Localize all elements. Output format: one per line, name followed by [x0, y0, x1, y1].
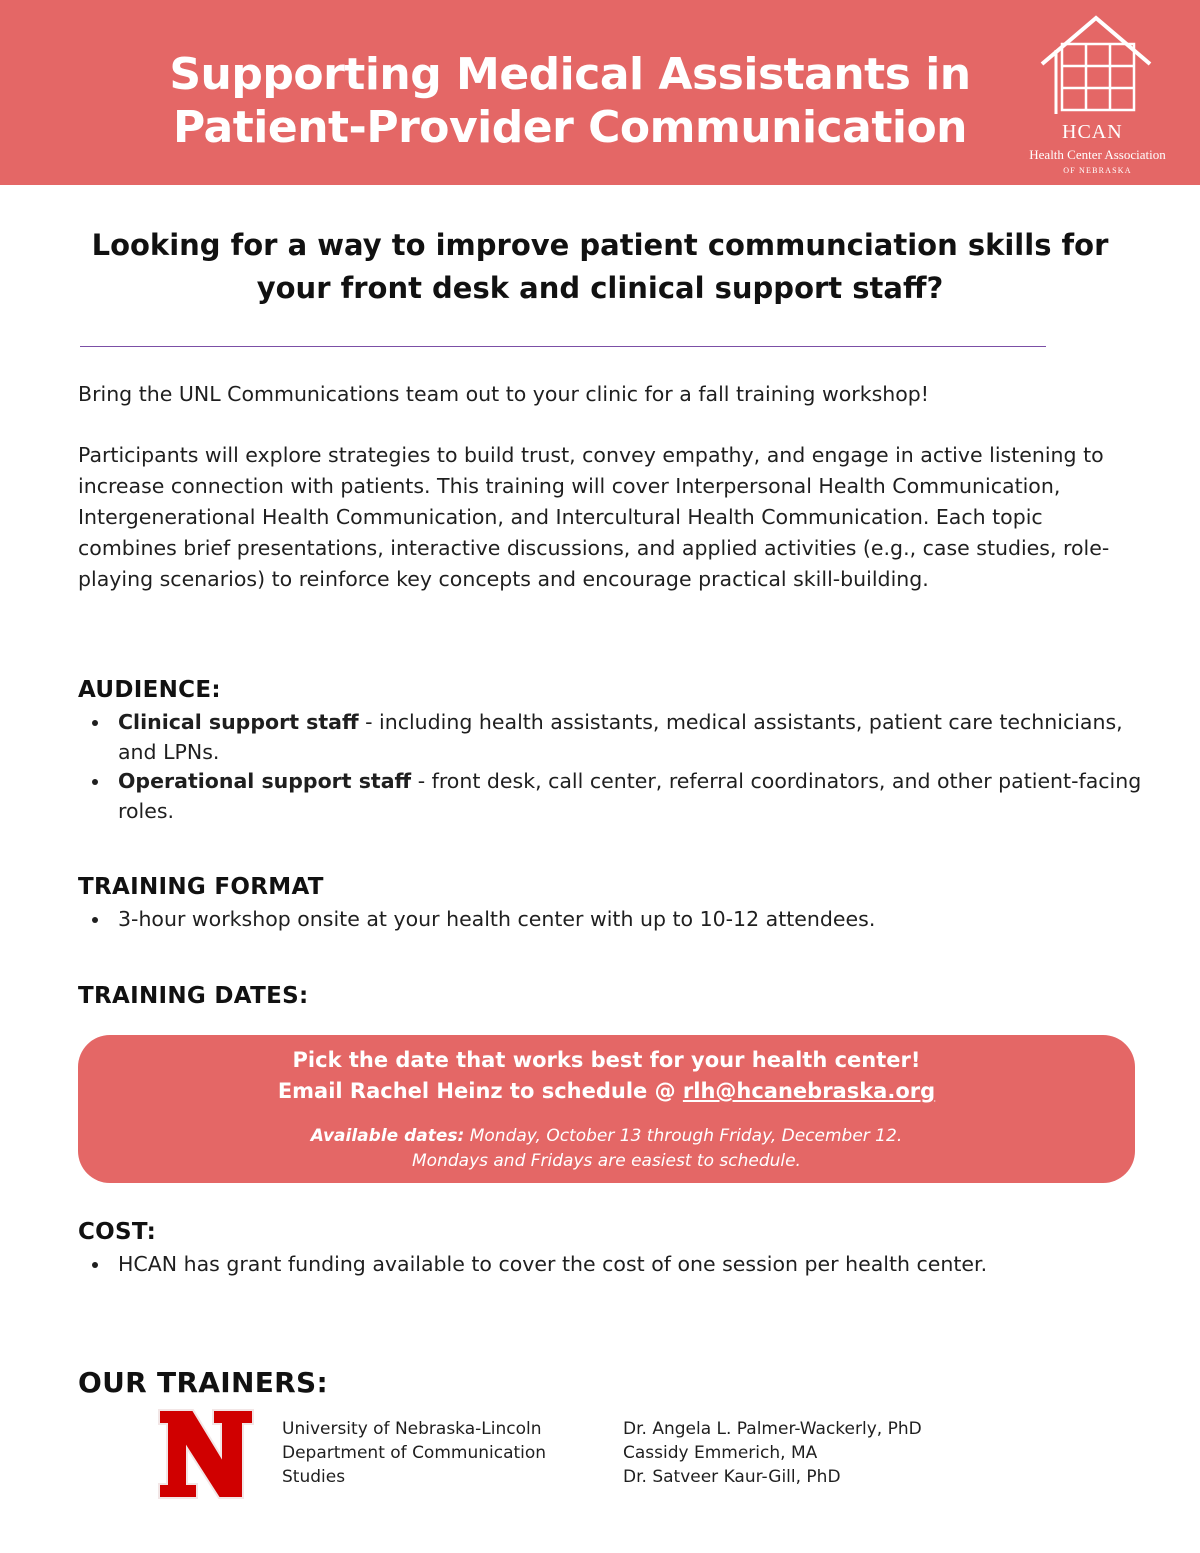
house-grid-icon [1040, 14, 1152, 124]
logo-abbreviation: HCAN [1062, 121, 1123, 143]
available-dates-text: Monday, October 13 through Friday, December 12. [464, 1126, 903, 1146]
org-line: University of Nebraska-Lincoln [282, 1419, 542, 1439]
hcan-logo [1010, 14, 1185, 175]
page-title [100, 48, 1040, 154]
schedule-callout [78, 1035, 1135, 1183]
trainer-name: Dr. Satveer Kaur-Gill, PhD [623, 1467, 841, 1487]
audience-item-text: - including health assistants, medical assistants, patient care technicians, and LPNs. [118, 710, 1123, 764]
header-banner [0, 0, 1200, 185]
headline-question [60, 224, 1140, 310]
list-item [118, 767, 1148, 826]
audience-item-text: - front desk, call center, referral coordinators, and other patient-facing roles. [118, 769, 1142, 823]
logo-org-name: Health Center Association [1029, 147, 1166, 162]
callout-scheduling-note: Mondays and Fridays are easiest to schedule. [412, 1151, 801, 1171]
intro-paragraph-2: Participants will explore strategies to build trust, convey empathy, and engage in active listening to increase connection with patients. This training will cover Interpersonal Health Communication, Intergenerational Health Communication, and Intercultural Health Communication. Each topic combines brief presentations, interactive discussions, and applied activities (e.g., case studies, role-playing scenarios) to reinforce key concepts and encourage practical skill-building. [78, 443, 1110, 591]
training-dates-heading: TRAINING DATES: [78, 983, 309, 1009]
headline-line-1: Looking for a way to improve patient communciation skills for [91, 228, 1109, 262]
trainer-name: Cassidy Emmerich, MA [623, 1443, 818, 1463]
callout-pick-date: Pick the date that works best for your health center! [292, 1048, 921, 1072]
callout-email-line [78, 1075, 1135, 1108]
callout-available-dates [78, 1124, 1135, 1149]
training-format-heading: TRAINING FORMAT [78, 874, 324, 900]
trainer-organization [282, 1417, 546, 1489]
callout-email-prefix: Email Rachel Heinz to schedule @ [277, 1079, 683, 1103]
audience-heading: AUDIENCE: [78, 677, 221, 703]
list-item: 3-hour workshop onsite at your health center with up to 10-12 attendees. [118, 905, 1148, 935]
title-line-1: Supporting Medical Assistants in [169, 49, 971, 100]
list-item [118, 708, 1148, 767]
audience-list [78, 708, 1148, 826]
audience-item-title: Operational support staff [118, 769, 412, 793]
trainer-name: Dr. Angela L. Palmer-Wackerly, PhD [623, 1419, 922, 1439]
org-line: Department of Communication [282, 1443, 547, 1463]
email-link[interactable]: rlh@hcanebraska.org [682, 1079, 936, 1103]
nebraska-n-logo-icon [155, 1404, 257, 1504]
title-line-2: Patient-Provider Communication [172, 102, 967, 153]
cost-list [78, 1250, 1148, 1280]
trainer-names [623, 1417, 922, 1489]
trainers-heading: OUR TRAINERS: [78, 1366, 328, 1399]
section-divider [80, 346, 1046, 347]
list-item: HCAN has grant funding available to cover the cost of one session per health center. [118, 1250, 1148, 1280]
org-line: Studies [282, 1467, 346, 1487]
audience-item-title: Clinical support staff [118, 710, 359, 734]
format-list [78, 905, 1148, 935]
headline-line-2: your front desk and clinical support staff? [256, 271, 944, 305]
cost-heading: COST: [78, 1219, 157, 1245]
available-dates-label: Available dates: [310, 1126, 465, 1146]
intro-paragraph-1: Bring the UNL Communications team out to your clinic for a fall training workshop! [78, 382, 930, 406]
logo-org-subtitle: OF NEBRASKA [1063, 166, 1132, 175]
